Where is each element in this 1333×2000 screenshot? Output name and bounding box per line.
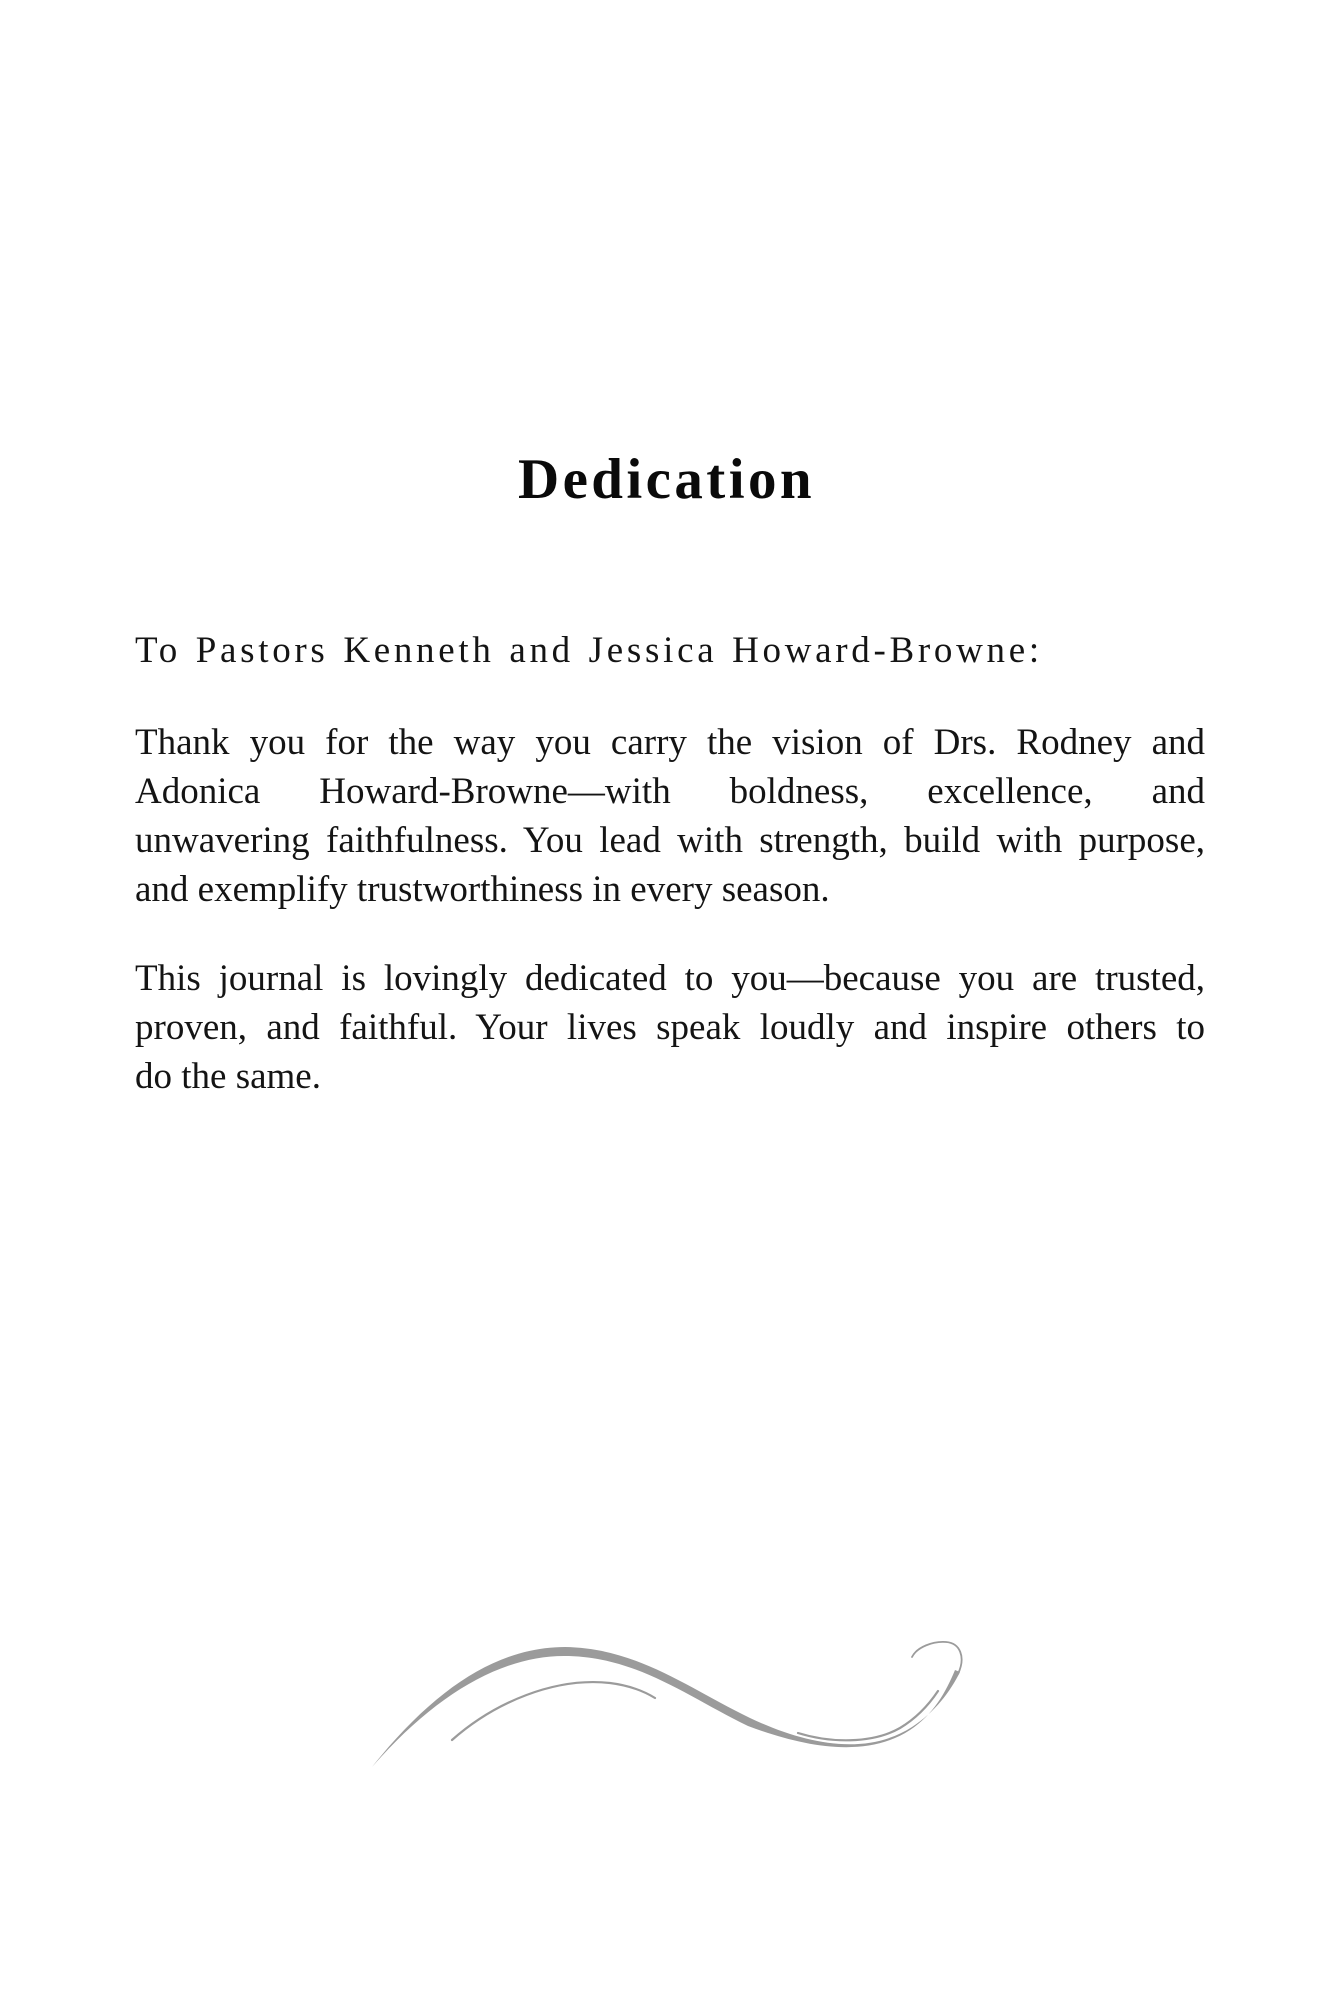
calligraphic-swirl-icon [350, 1630, 990, 1780]
body-line: unwavering faithfulness. You lead with strength, build with purpose, [135, 820, 1205, 861]
swirl-main-stroke [372, 1647, 960, 1767]
body-line: Thank you for the way you carry the vision of Drs. Rodney and [135, 722, 1205, 763]
body-line: This journal is lovingly dedicated to you—because you are trusted, [135, 958, 1205, 999]
dedication-paragraph-2 [135, 954, 1205, 1101]
body-line: Adonica Howard-Browne—with boldness, excellence, and [135, 771, 1205, 812]
body-line: proven, and faithful. Your lives speak loudly and inspire others to [135, 1007, 1205, 1048]
body-line: do the same. [135, 1056, 321, 1097]
salutation-line: To Pastors Kenneth and Jessica Howard-Browne: [135, 630, 1043, 671]
swirl-left-inner-arc [452, 1682, 655, 1740]
swirl-curl [912, 1642, 962, 1674]
swirl-right-inner-arc [798, 1691, 938, 1740]
page-title: Dedication [517, 448, 816, 511]
dedication-paragraph-1 [135, 718, 1205, 914]
body-line: and exemplify trustworthiness in every season. [135, 869, 830, 910]
